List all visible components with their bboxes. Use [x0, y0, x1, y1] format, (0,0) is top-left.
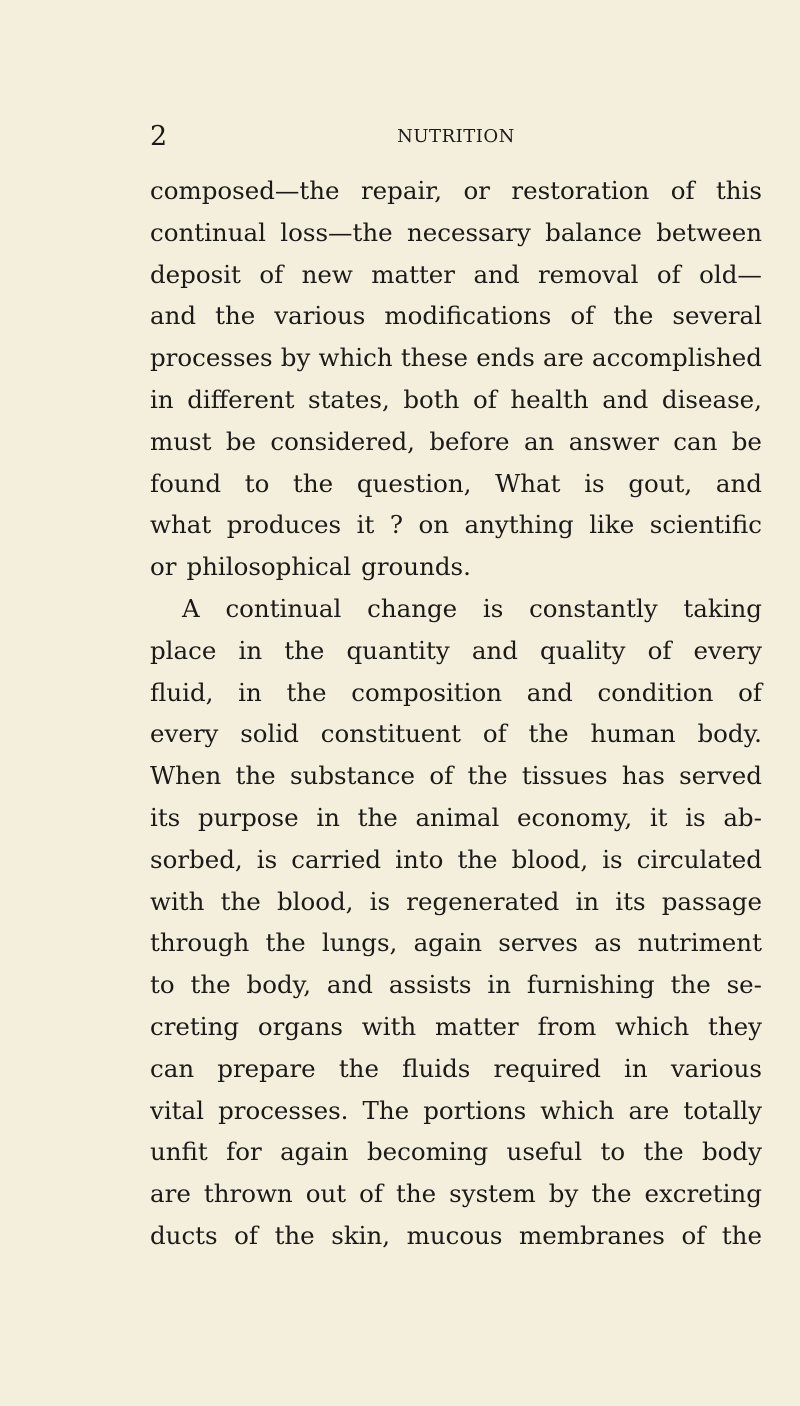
text-line: its purpose in the animal economy, it is ab-: [150, 802, 762, 832]
text-line: A continual change is constantly taking: [182, 593, 762, 623]
text-line: When the substance of the tissues has served: [150, 761, 762, 791]
text-line: through the lungs, again serves as nutriment: [150, 928, 762, 958]
running-head: [150, 122, 762, 152]
text-line: ducts of the skin, mucous membranes of the: [150, 1220, 762, 1250]
text-line: composed—the repair, or restoration of this: [150, 176, 762, 205]
text-line: are thrown out of the system by the excreting: [150, 1179, 762, 1209]
running-title: NUTRITION: [397, 126, 515, 147]
page-number: 2: [150, 121, 168, 152]
text-line: place in the quantity and quality of every: [150, 635, 762, 665]
text-line: continual loss—the necessary balance between: [150, 217, 762, 247]
text-line: creting organs with matter from which they: [150, 1011, 762, 1041]
text-line: can prepare the fluids required in various: [150, 1053, 762, 1083]
text-line: with the blood, is regenerated in its passage: [150, 886, 762, 916]
text-line: what produces it ? on anything like scientific: [150, 510, 762, 540]
text-line: or philosophical grounds.: [150, 552, 471, 582]
text-line: deposit of new matter and removal of old—: [150, 259, 762, 289]
text-line: in different states, both of health and disease,: [150, 384, 762, 414]
text-line: every solid constituent of the human body.: [150, 719, 762, 749]
text-line: processes by which these ends are accomplished: [150, 343, 762, 373]
text-line: must be considered, before an answer can be: [150, 426, 762, 456]
text-line: to the body, and assists in furnishing the se-: [150, 970, 762, 1000]
text-line: sorbed, is carried into the blood, is circulated: [150, 844, 762, 874]
text-line: vital processes. The portions which are totally: [150, 1095, 762, 1125]
text-line: found to the question, What is gout, and: [150, 468, 762, 498]
text-line: and the various modifications of the several: [150, 301, 762, 331]
text-line: fluid, in the composition and condition of: [150, 677, 762, 707]
text-line: unfit for again becoming useful to the body: [150, 1137, 762, 1167]
body-text: [150, 170, 762, 1257]
